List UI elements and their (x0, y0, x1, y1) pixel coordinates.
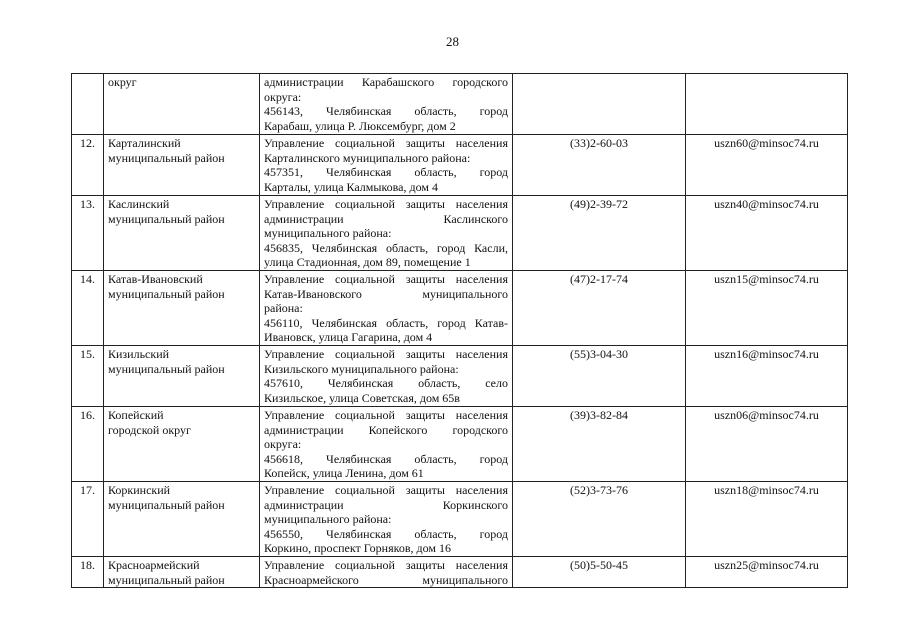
org-line: Управление социальной защиты населения (264, 483, 508, 497)
row-number (72, 74, 104, 135)
row-number: 12. (72, 135, 104, 196)
org-line: администрации Коркинского (264, 497, 508, 512)
table-row (72, 135, 848, 196)
org-line: Катав-Ивановского муниципального (264, 286, 508, 301)
email-address: uszn06@minsoc74.ru (686, 407, 848, 482)
table-row (72, 346, 848, 407)
org-line: Управление социальной защиты населения (264, 347, 508, 361)
org-line: Коркино, проспект Горняков, дом 16 (264, 541, 451, 555)
municipality-name (104, 346, 260, 407)
org-line: Красноармейского муниципального (264, 572, 508, 587)
municipality-name (104, 482, 260, 557)
row-number: 15. (72, 346, 104, 407)
name-line: муниципальный район (108, 150, 225, 165)
row-number: 17. (72, 482, 104, 557)
org-line: администрации Копейского городского (264, 422, 508, 437)
name-line: муниципальный район (108, 286, 225, 301)
name-line: Каслинский (108, 197, 170, 211)
municipality-name (104, 135, 260, 196)
phone-number: (55)3-04-30 (513, 346, 686, 407)
org-line: Управление социальной защиты населения (264, 408, 508, 422)
org-line: Карабаш, улица Р. Люксембург, дом 2 (264, 118, 456, 133)
name-line: Карталинский (108, 136, 181, 150)
row-number: 14. (72, 271, 104, 346)
name-line: городской округ (108, 422, 191, 437)
organization-address (260, 271, 513, 346)
email-address (686, 74, 848, 135)
org-line: 456110, Челябинская область, город Катав- (264, 315, 508, 330)
municipality-name (104, 196, 260, 271)
org-line: района: (264, 301, 303, 315)
phone-number: (52)3-73-76 (513, 482, 686, 557)
row-number: 16. (72, 407, 104, 482)
org-line: Карталы, улица Калмыкова, дом 4 (264, 179, 438, 194)
org-line: 456550, Челябинская область, город (264, 526, 508, 541)
email-address: uszn40@minsoc74.ru (686, 196, 848, 271)
org-line: Ивановск, улица Гагарина, дом 4 (264, 330, 433, 344)
org-line: администрации Карабашского городского (264, 75, 508, 89)
organization-address (260, 135, 513, 196)
org-line: Карталинского муниципального района: (264, 150, 471, 165)
org-line: 457610, Челябинская область, село (264, 376, 508, 390)
email-address: uszn18@minsoc74.ru (686, 482, 848, 557)
table-row (72, 482, 848, 557)
phone-number: (33)2-60-03 (513, 135, 686, 196)
org-line: Управление социальной защиты населения (264, 197, 508, 211)
org-line: Кизильского муниципального района: (264, 361, 459, 376)
organization-address (260, 346, 513, 407)
org-line: округа: (264, 89, 302, 104)
name-line: Кизильский (108, 347, 170, 361)
org-line: администрации Каслинского (264, 211, 508, 226)
organization-address (260, 557, 513, 588)
org-line: муниципального района: (264, 512, 392, 526)
organization-address (260, 407, 513, 482)
phone-number: (50)5-50-45 (513, 557, 686, 588)
org-line: Копейск, улица Ленина, дом 61 (264, 466, 424, 480)
organization-address (260, 196, 513, 271)
name-line: Копейский (108, 408, 164, 422)
email-address: uszn25@minsoc74.ru (686, 557, 848, 588)
table-row-continuation (72, 74, 848, 135)
name-line: муниципальный район (108, 361, 225, 376)
email-address: uszn15@minsoc74.ru (686, 271, 848, 346)
table-row (72, 557, 848, 588)
municipality-name (104, 557, 260, 588)
org-line: Управление социальной защиты населения (264, 558, 508, 572)
name-line: муниципальный район (108, 497, 225, 512)
org-line: Управление социальной защиты населения (264, 136, 508, 150)
name-line: округ (108, 75, 137, 89)
social-protection-registry-table (71, 73, 848, 588)
org-line: Кизильское, улица Советская, дом 65в (264, 390, 460, 405)
table-row (72, 407, 848, 482)
name-line: муниципальный район (108, 572, 225, 587)
municipality-name (104, 74, 260, 135)
org-line: улица Стадионная, дом 89, помещение 1 (264, 255, 471, 269)
name-line: Катав-Ивановский (108, 272, 203, 286)
page-number: 28 (446, 34, 459, 49)
row-number: 18. (72, 557, 104, 588)
org-line: 457351, Челябинская область, город (264, 165, 508, 179)
organization-address (260, 74, 513, 135)
phone-number: (49)2-39-72 (513, 196, 686, 271)
table-row (72, 271, 848, 346)
email-address: uszn16@minsoc74.ru (686, 346, 848, 407)
org-line: Управление социальной защиты населения (264, 272, 508, 286)
organization-address (260, 482, 513, 557)
email-address: uszn60@minsoc74.ru (686, 135, 848, 196)
table-row (72, 196, 848, 271)
phone-number (513, 74, 686, 135)
org-line: муниципального района: (264, 226, 392, 240)
phone-number: (39)3-82-84 (513, 407, 686, 482)
municipality-name (104, 271, 260, 346)
phone-number: (47)2-17-74 (513, 271, 686, 346)
org-line: округа: (264, 437, 302, 451)
org-line: 456835, Челябинская область, город Касли, (264, 240, 508, 255)
org-line: 456143, Челябинская область, город (264, 104, 508, 118)
name-line: муниципальный район (108, 211, 225, 226)
org-line: 456618, Челябинская область, город (264, 451, 508, 466)
municipality-name (104, 407, 260, 482)
row-number: 13. (72, 196, 104, 271)
name-line: Коркинский (108, 483, 171, 497)
name-line: Красноармейский (108, 558, 200, 572)
